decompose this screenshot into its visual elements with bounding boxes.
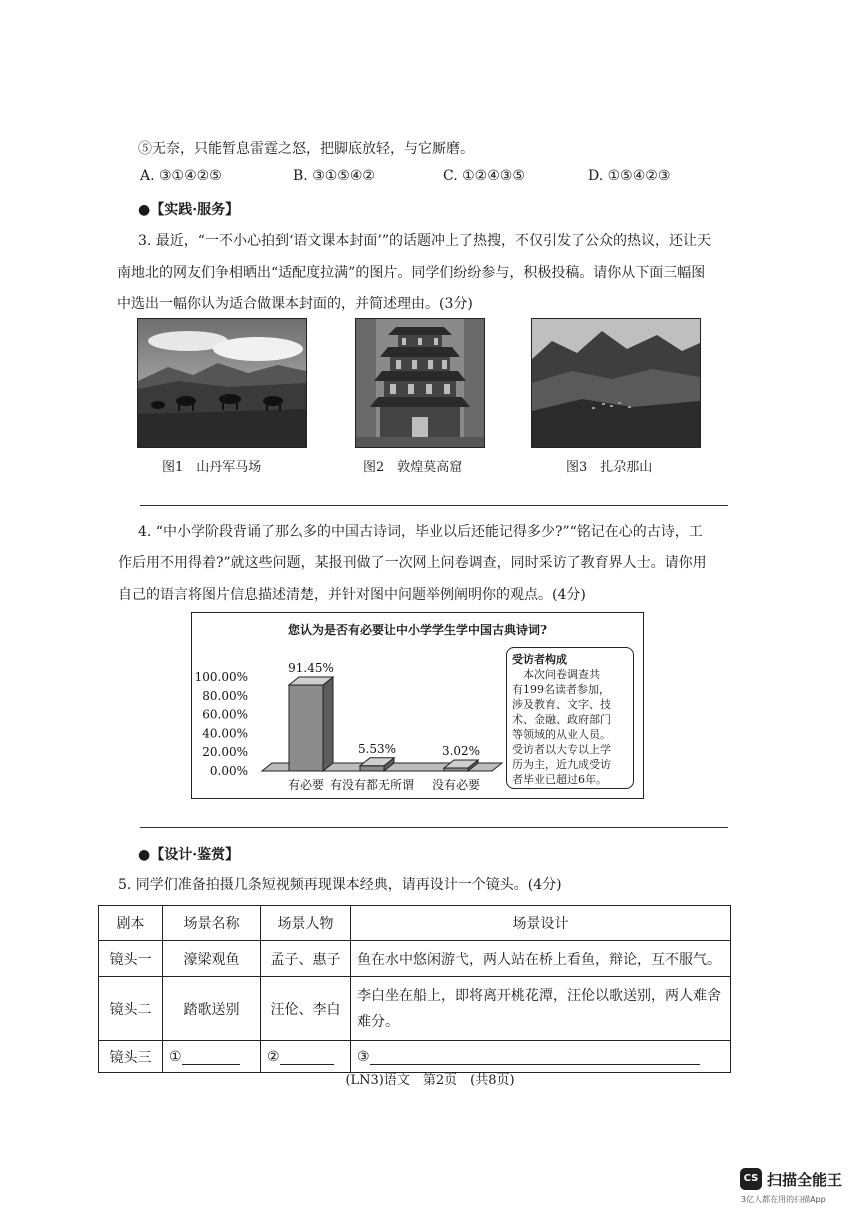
- scene-people-answer[interactable]: [261, 1041, 351, 1073]
- q4-line-3: 自己的语言将图片信息描述清楚，并针对图中问题举例阐明你的观点。(4分): [118, 587, 586, 603]
- section-design: ●【设计·鉴赏】: [138, 847, 240, 863]
- divider-1: [140, 505, 728, 506]
- q4-line-2: 作后用不用得着?”就这些问题，某报刊做了一次网上问卷调查，同时采访了教育界人士。请你用: [118, 555, 707, 571]
- q3-line-2: 南地北的网友们争相晒出“适配度拉满”的图片。同学们纷纷参与，积极投稿。请你从下面三幅图: [117, 265, 706, 281]
- scene-design-answer[interactable]: [351, 1041, 731, 1073]
- q5-text: 5. 同学们准备拍摄几条短视频再现课本经典，请再设计一个镜头。(4分): [118, 877, 562, 893]
- respondent-info-line: 有199名读者参加，: [512, 683, 610, 696]
- data-label: 5.53%: [357, 741, 397, 756]
- y-tick-label: 40.00%: [202, 726, 248, 741]
- q3-line-3: 中选出一幅你认为适合做课本封面的，并简述理由。(3分): [117, 296, 473, 312]
- answer-marker-1: ①: [169, 1048, 182, 1065]
- y-tick-label: 100.00%: [194, 670, 248, 684]
- answer-marker-3: ③: [357, 1048, 370, 1065]
- table-header-row: [99, 906, 731, 941]
- watermark-subtitle: 3亿人都在用的扫描App: [741, 1195, 826, 1204]
- respondent-info-line: 历为主，近九成受访: [512, 758, 611, 771]
- respondent-info-line: 术、金融、政府部门: [512, 713, 611, 726]
- y-tick-label: 60.00%: [202, 707, 248, 722]
- chart-title: 您认为是否有必要让中小学学生学中国古典诗词?: [287, 623, 548, 637]
- option-d: D. ①⑤④②③: [588, 168, 671, 184]
- header-scene-design: 场景设计: [351, 906, 731, 941]
- y-tick-label: 80.00%: [202, 688, 248, 703]
- scene-people: 汪伦、李白: [261, 977, 351, 1041]
- option-c: C. ①②④③⑤: [443, 168, 525, 184]
- shot-table: [98, 905, 731, 1073]
- scene-name: 踏歌送别: [163, 977, 261, 1041]
- scene-people: 孟子、惠子: [261, 941, 351, 977]
- header-scene-people: 场景人物: [261, 906, 351, 941]
- page-footer: (LN3)语文 第2页 (共8页): [345, 1073, 515, 1088]
- q2-item5: ⑤无奈，只能暂息雷霆之怒，把脚底放轻，与它厮磨。: [138, 141, 474, 157]
- answer-blank-2[interactable]: [280, 1050, 334, 1065]
- category-label: 有没有都无所谓: [329, 778, 415, 792]
- watermark-brand: 扫描全能王: [767, 1171, 843, 1189]
- respondent-info-line: 者毕业已超过6年。: [512, 773, 607, 786]
- bar: [289, 685, 323, 771]
- table-row: [99, 941, 731, 977]
- camscanner-logo: CS: [740, 1168, 762, 1190]
- respondent-info-title: 受访者构成: [512, 653, 567, 666]
- scene-design: 李白坐在船上，即将离开桃花潭，汪伦以歌送别，两人难舍难分。: [351, 977, 731, 1041]
- bar: [360, 766, 384, 771]
- header-script: 剧本: [99, 906, 163, 941]
- y-tick-label: 20.00%: [202, 745, 248, 760]
- scene-name-answer[interactable]: [163, 1041, 261, 1073]
- option-b: B. ③①⑤④②: [293, 168, 375, 184]
- data-label: 3.02%: [441, 744, 481, 758]
- header-scene-name: 场景名称: [163, 906, 261, 941]
- answer-marker-2: ②: [267, 1048, 280, 1065]
- scene-design: 鱼在水中悠闲游弋，两人站在桥上看鱼，辩论，互不服气。: [351, 941, 731, 977]
- data-label: 91.45%: [288, 661, 334, 676]
- category-label: 没有必要: [431, 778, 481, 792]
- table-row: [99, 977, 731, 1041]
- shot-label: 镜头三: [99, 1041, 163, 1073]
- shot-label: 镜头一: [99, 941, 163, 977]
- figure-1-photo: [137, 318, 307, 448]
- section-practice: ●【实践·服务】: [138, 202, 240, 218]
- respondent-info-line: 等领域的从业人员。: [512, 728, 611, 741]
- scene-name: 濠梁观鱼: [163, 941, 261, 977]
- respondent-info-line: 受访者以大专以上学: [512, 743, 611, 756]
- table-row-blank: [99, 1041, 731, 1073]
- respondent-info-box: [506, 647, 634, 789]
- y-tick-label: 0.00%: [209, 764, 248, 778]
- answer-blank-1[interactable]: [182, 1050, 240, 1065]
- figure-3-photo: [531, 318, 701, 448]
- option-a: A. ③①④②⑤: [140, 168, 222, 184]
- figure-2-photo: [355, 318, 485, 448]
- survey-chart: [191, 612, 644, 799]
- bar-side: [323, 677, 333, 771]
- q4-line-1: 4. “中小学阶段背诵了那么多的中国古诗词，毕业以后还能记得多少?”“铭记在心的古诗，工: [138, 524, 703, 540]
- divider-2: [140, 827, 728, 828]
- figure-1-caption: 图1 山丹军马场: [162, 460, 262, 475]
- q3-line-1: 3. 最近，“一不小心拍到‘语文课本封面’”的话题冲上了热搜，不仅引发了公众的热议，还让天: [138, 233, 712, 249]
- respondent-info-line: 涉及教育、文字、技: [512, 698, 611, 711]
- figure-2-caption: 图2 敦煌莫高窟: [363, 460, 463, 475]
- category-label: 有必要: [287, 778, 325, 792]
- respondent-info-line: 本次问卷调查共: [523, 668, 600, 681]
- shot-label: 镜头二: [99, 977, 163, 1041]
- answer-blank-3[interactable]: [370, 1050, 700, 1065]
- figure-3-caption: 图3 扎尕那山: [566, 460, 653, 475]
